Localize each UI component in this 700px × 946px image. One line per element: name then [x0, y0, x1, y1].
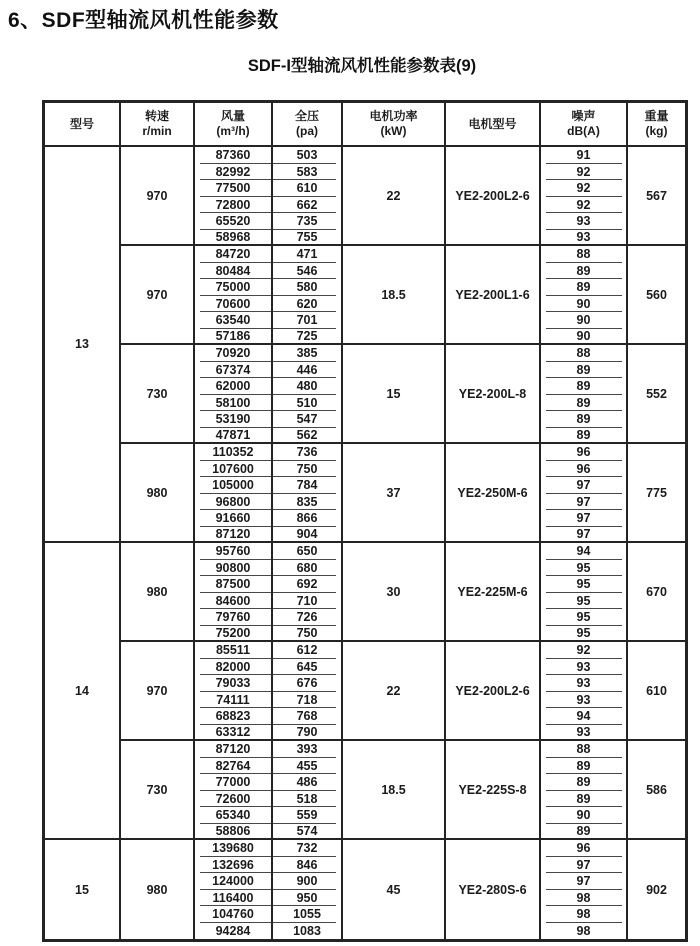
noise-cell: 89	[541, 411, 628, 428]
speed-cell: 980	[121, 543, 195, 642]
power-cell: 22	[343, 642, 446, 741]
airflow-cell: 67374	[195, 362, 273, 379]
airflow-cell: 95760	[195, 543, 273, 560]
weight-cell: 567	[628, 147, 685, 246]
pressure-cell: 455	[273, 758, 343, 775]
power-cell: 18.5	[343, 741, 446, 840]
airflow-cell: 82000	[195, 659, 273, 676]
table-header	[45, 103, 685, 147]
airflow-cell: 84600	[195, 593, 273, 610]
noise-cell: 88	[541, 741, 628, 758]
noise-cell: 93	[541, 725, 628, 742]
noise-cell: 97	[541, 873, 628, 890]
noise-cell: 97	[541, 857, 628, 874]
table-row	[45, 741, 685, 758]
airflow-cell: 58806	[195, 824, 273, 841]
pressure-cell: 486	[273, 774, 343, 791]
airflow-cell: 85511	[195, 642, 273, 659]
table-row	[45, 840, 685, 857]
noise-cell: 97	[541, 477, 628, 494]
pressure-cell: 784	[273, 477, 343, 494]
col-header-motor	[446, 103, 541, 147]
table-body	[45, 147, 685, 939]
pressure-cell: 710	[273, 593, 343, 610]
noise-cell: 98	[541, 906, 628, 923]
noise-cell: 95	[541, 626, 628, 643]
pressure-cell: 574	[273, 824, 343, 841]
power-cell: 37	[343, 444, 446, 543]
pressure-cell: 471	[273, 246, 343, 263]
pressure-cell: 735	[273, 213, 343, 230]
pressure-cell: 750	[273, 461, 343, 478]
col-header-motor-label: 电机型号	[468, 116, 517, 131]
col-header-power-unit: (kW)	[380, 124, 407, 138]
noise-cell: 89	[541, 774, 628, 791]
airflow-cell: 74111	[195, 692, 273, 709]
speed-cell: 730	[121, 345, 195, 444]
noise-cell: 91	[541, 147, 628, 164]
model-cell: 13	[45, 147, 121, 543]
noise-cell: 89	[541, 279, 628, 296]
airflow-cell: 75000	[195, 279, 273, 296]
airflow-cell: 57186	[195, 329, 273, 346]
pressure-cell: 546	[273, 263, 343, 280]
noise-cell: 90	[541, 312, 628, 329]
col-header-pressure-unit: (pa)	[296, 124, 318, 138]
speed-cell: 980	[121, 840, 195, 939]
pressure-cell: 562	[273, 428, 343, 445]
table-row	[45, 642, 685, 659]
speed-cell: 730	[121, 741, 195, 840]
pressure-cell: 385	[273, 345, 343, 362]
airflow-cell: 58968	[195, 230, 273, 247]
noise-cell: 89	[541, 362, 628, 379]
motor-model-cell: YE2-200L-8	[446, 345, 541, 444]
noise-cell: 97	[541, 527, 628, 544]
motor-model-cell: YE2-225S-8	[446, 741, 541, 840]
col-header-speed	[121, 103, 195, 147]
speed-cell: 970	[121, 246, 195, 345]
speed-cell: 970	[121, 147, 195, 246]
pressure-cell: 393	[273, 741, 343, 758]
weight-cell: 560	[628, 246, 685, 345]
noise-cell: 89	[541, 395, 628, 412]
noise-cell: 96	[541, 461, 628, 478]
page-title: 6、SDF型轴流风机性能参数	[8, 9, 279, 32]
airflow-cell: 105000	[195, 477, 273, 494]
airflow-cell: 70600	[195, 296, 273, 313]
table-row	[45, 543, 685, 560]
pressure-cell: 518	[273, 791, 343, 808]
pressure-cell: 610	[273, 180, 343, 197]
motor-model-cell: YE2-200L2-6	[446, 147, 541, 246]
pressure-cell: 736	[273, 444, 343, 461]
pressure-cell: 718	[273, 692, 343, 709]
airflow-cell: 72600	[195, 791, 273, 808]
pressure-cell: 835	[273, 494, 343, 511]
noise-cell: 94	[541, 543, 628, 560]
motor-model-cell: YE2-200L1-6	[446, 246, 541, 345]
col-header-airflow-label: 风量	[220, 109, 245, 123]
pressure-cell: 726	[273, 609, 343, 626]
airflow-cell: 82764	[195, 758, 273, 775]
noise-cell: 92	[541, 164, 628, 181]
pressure-cell: 583	[273, 164, 343, 181]
power-cell: 22	[343, 147, 446, 246]
airflow-cell: 70920	[195, 345, 273, 362]
airflow-cell: 79033	[195, 675, 273, 692]
airflow-cell: 132696	[195, 857, 273, 874]
airflow-cell: 63540	[195, 312, 273, 329]
noise-cell: 93	[541, 659, 628, 676]
power-cell: 30	[343, 543, 446, 642]
noise-cell: 89	[541, 758, 628, 775]
airflow-cell: 62000	[195, 378, 273, 395]
noise-cell: 90	[541, 807, 628, 824]
weight-cell: 670	[628, 543, 685, 642]
col-header-noise-label: 噪声	[571, 109, 596, 123]
col-header-model	[45, 103, 121, 147]
noise-cell: 96	[541, 840, 628, 857]
col-header-speed-label: 转速	[144, 109, 169, 123]
power-cell: 15	[343, 345, 446, 444]
pressure-cell: 446	[273, 362, 343, 379]
airflow-cell: 87120	[195, 741, 273, 758]
performance-table	[42, 100, 688, 942]
noise-cell: 88	[541, 345, 628, 362]
noise-cell: 90	[541, 329, 628, 346]
col-header-pressure-label: 全压	[294, 109, 319, 123]
col-header-model-label: 型号	[69, 116, 94, 131]
pressure-cell: 645	[273, 659, 343, 676]
table-row	[45, 147, 685, 164]
speed-cell: 970	[121, 642, 195, 741]
airflow-cell: 80484	[195, 263, 273, 280]
airflow-cell: 91660	[195, 510, 273, 527]
col-header-noise-unit: dB(A)	[567, 124, 600, 138]
motor-model-cell: YE2-200L2-6	[446, 642, 541, 741]
noise-cell: 97	[541, 494, 628, 511]
noise-cell: 89	[541, 824, 628, 841]
col-header-power-label: 电机功率	[369, 109, 418, 123]
pressure-cell: 676	[273, 675, 343, 692]
pressure-cell: 547	[273, 411, 343, 428]
airflow-cell: 65340	[195, 807, 273, 824]
airflow-cell: 110352	[195, 444, 273, 461]
pressure-cell: 580	[273, 279, 343, 296]
airflow-cell: 107600	[195, 461, 273, 478]
noise-cell: 95	[541, 576, 628, 593]
pressure-cell: 866	[273, 510, 343, 527]
noise-cell: 89	[541, 378, 628, 395]
pressure-cell: 503	[273, 147, 343, 164]
noise-cell: 95	[541, 609, 628, 626]
col-header-weight-unit: (kg)	[645, 124, 668, 138]
weight-cell: 775	[628, 444, 685, 543]
table-title: SDF-I型轴流风机性能参数表(9)	[247, 57, 477, 75]
pressure-cell: 1083	[273, 923, 343, 940]
pressure-cell: 755	[273, 230, 343, 247]
pressure-cell: 559	[273, 807, 343, 824]
performance-table-wrap	[42, 100, 688, 942]
power-cell: 18.5	[343, 246, 446, 345]
pressure-cell: 750	[273, 626, 343, 643]
noise-cell: 95	[541, 593, 628, 610]
noise-cell: 93	[541, 675, 628, 692]
airflow-cell: 90800	[195, 560, 273, 577]
table-row	[45, 444, 685, 461]
airflow-cell: 58100	[195, 395, 273, 412]
col-header-weight	[628, 103, 685, 147]
airflow-cell: 77000	[195, 774, 273, 791]
airflow-cell: 82992	[195, 164, 273, 181]
airflow-cell: 77500	[195, 180, 273, 197]
col-header-power	[343, 103, 446, 147]
airflow-cell: 53190	[195, 411, 273, 428]
noise-cell: 90	[541, 296, 628, 313]
airflow-cell: 87360	[195, 147, 273, 164]
noise-cell: 92	[541, 197, 628, 214]
noise-cell: 96	[541, 444, 628, 461]
col-header-noise	[541, 103, 628, 147]
speed-cell: 980	[121, 444, 195, 543]
pressure-cell: 790	[273, 725, 343, 742]
noise-cell: 93	[541, 230, 628, 247]
motor-model-cell: YE2-225M-6	[446, 543, 541, 642]
motor-model-cell: YE2-280S-6	[446, 840, 541, 939]
airflow-cell: 72800	[195, 197, 273, 214]
pressure-cell: 662	[273, 197, 343, 214]
pressure-cell: 650	[273, 543, 343, 560]
airflow-cell: 87120	[195, 527, 273, 544]
col-header-speed-unit: r/min	[142, 124, 172, 138]
pressure-cell: 732	[273, 840, 343, 857]
pressure-cell: 950	[273, 890, 343, 907]
noise-cell: 98	[541, 923, 628, 940]
noise-cell: 89	[541, 791, 628, 808]
table-row	[45, 246, 685, 263]
pressure-cell: 900	[273, 873, 343, 890]
airflow-cell: 79760	[195, 609, 273, 626]
noise-cell: 97	[541, 510, 628, 527]
pressure-cell: 701	[273, 312, 343, 329]
airflow-cell: 116400	[195, 890, 273, 907]
col-header-airflow-unit: (m³/h)	[216, 124, 250, 138]
col-header-airflow	[195, 103, 273, 147]
col-header-weight-label: 重量	[644, 109, 669, 123]
noise-cell: 89	[541, 263, 628, 280]
col-header-pressure	[273, 103, 343, 147]
model-cell: 15	[45, 840, 121, 939]
weight-cell: 902	[646, 882, 667, 897]
weight-cell: 552	[628, 345, 685, 444]
pressure-cell: 904	[273, 527, 343, 544]
noise-cell: 93	[541, 692, 628, 709]
airflow-cell: 84720	[195, 246, 273, 263]
noise-cell: 92	[541, 642, 628, 659]
noise-cell: 88	[541, 246, 628, 263]
pressure-cell: 768	[273, 708, 343, 725]
noise-cell: 98	[541, 890, 628, 907]
weight-cell: 610	[628, 642, 685, 741]
airflow-cell: 68823	[195, 708, 273, 725]
noise-cell: 93	[541, 213, 628, 230]
model-cell: 14	[45, 543, 121, 840]
pressure-cell: 1055	[273, 906, 343, 923]
airflow-cell: 87500	[195, 576, 273, 593]
pressure-cell: 846	[273, 857, 343, 874]
noise-cell: 94	[541, 708, 628, 725]
pressure-cell: 725	[273, 329, 343, 346]
pressure-cell: 510	[273, 395, 343, 412]
airflow-cell: 124000	[195, 873, 273, 890]
airflow-cell: 139680	[195, 840, 273, 857]
motor-model-cell: YE2-250M-6	[446, 444, 541, 543]
airflow-cell: 63312	[195, 725, 273, 742]
header-row	[45, 103, 685, 147]
table-row	[45, 345, 685, 362]
noise-cell: 89	[541, 428, 628, 445]
pressure-cell: 680	[273, 560, 343, 577]
power-cell: 45	[343, 840, 446, 939]
airflow-cell: 94284	[195, 923, 273, 940]
airflow-cell: 104760	[195, 906, 273, 923]
noise-cell: 95	[541, 560, 628, 577]
airflow-cell: 47871	[195, 428, 273, 445]
airflow-cell: 65520	[195, 213, 273, 230]
airflow-cell: 75200	[195, 626, 273, 643]
pressure-cell: 480	[273, 378, 343, 395]
pressure-cell: 620	[273, 296, 343, 313]
airflow-cell: 96800	[195, 494, 273, 511]
pressure-cell: 692	[273, 576, 343, 593]
weight-cell: 586	[628, 741, 685, 840]
pressure-cell: 612	[273, 642, 343, 659]
noise-cell: 92	[541, 180, 628, 197]
